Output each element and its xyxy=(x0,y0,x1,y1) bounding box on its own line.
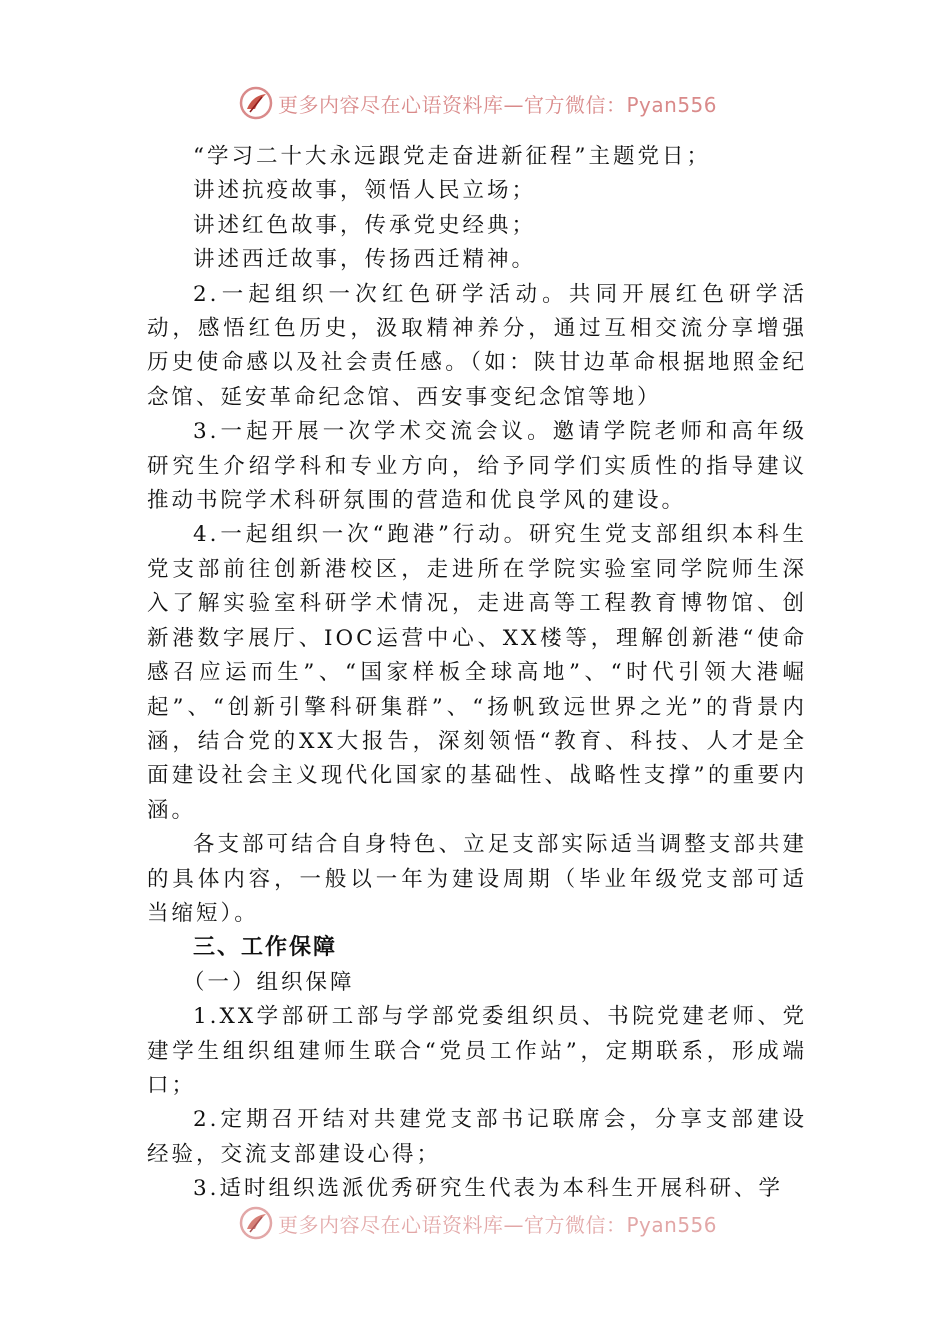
watermark-header xyxy=(238,85,717,121)
guarantee-item-1: 1.XX学部研工部与学部党委组织员、书院党建老师、党建学生组织组建师生联合“党员工作站”，定期联系，形成端口； xyxy=(147,1004,807,1098)
item-2-red-study: 2.一起组织一次红色研学活动。共同开展红色研学活动，感悟红色历史，汲取精神养分，通过互相交流分享增强历史使命感以及社会责任感。（如：陕甘边革命根据地照金纪念馆、延安革命纪念馆、西安事变纪念馆等地） xyxy=(147,281,807,410)
item-4-campus-visit: 4.一起组织一次“跑港”行动。研究生党支部组织本科生党支部前往创新港校区，走进所在学院实验室同学院师生深入了解实验室科研学术情况，走进高等工程教育博物馆、创新港数字展厅、IOC运营中心、XX楼等，理解创新港“使命感召应运而生”、“国家样板全球高地”、“时代引领大港崛起”、“创新引擎科研集群”、“扬帆致远世界之光”的背景内涵，结合党的XX大报告，深刻领悟“教育、科技、人才是全面建设社会主义现代化国家的基础性、战略性支撑”的重要内涵。 xyxy=(147,522,807,823)
document-body xyxy=(147,140,807,1207)
section-heading: 三、工作保障 xyxy=(193,935,338,961)
activity-line-4: 讲述西迁故事，传扬西迁精神。 xyxy=(193,247,537,273)
watermark-text: 更多内容尽在心语资料库—官方微信：Pyan556 xyxy=(278,1212,718,1237)
watermark-text: 更多内容尽在心语资料库—官方微信：Pyan556 xyxy=(278,92,718,117)
activity-line-3: 讲述红色故事，传承党史经典； xyxy=(193,212,537,238)
item-3-academic-exchange: 3.一起开展一次学术交流会议。邀请学院老师和高年级研究生介绍学科和专业方向，给予同学们实质性的指导建议推动书院学术科研氛围的营造和优良学风的建设。 xyxy=(147,419,807,514)
adjustment-note: 各支部可结合自身特色、立足支部实际适当调整支部共建的具体内容，一般以一年为建设周期（毕业年级党支部可适当缩短）。 xyxy=(147,832,807,926)
watermark-logo-icon xyxy=(238,1205,274,1241)
watermark-logo-icon xyxy=(238,85,274,121)
watermark-footer xyxy=(238,1205,717,1241)
subsection-heading: （一）组织保障 xyxy=(183,969,355,995)
guarantee-item-3: 3.适时组织选派优秀研究生代表为本科生开展科研、学 xyxy=(193,1176,784,1202)
activity-line-2: 讲述抗疫故事，领悟人民立场； xyxy=(193,178,537,204)
activity-line-1: “学习二十大永远跟党走奋进新征程”主题党日； xyxy=(193,144,711,169)
guarantee-item-2: 2.定期召开结对共建党支部书记联席会，分享支部建设经验，交流支部建设心得； xyxy=(147,1107,807,1167)
